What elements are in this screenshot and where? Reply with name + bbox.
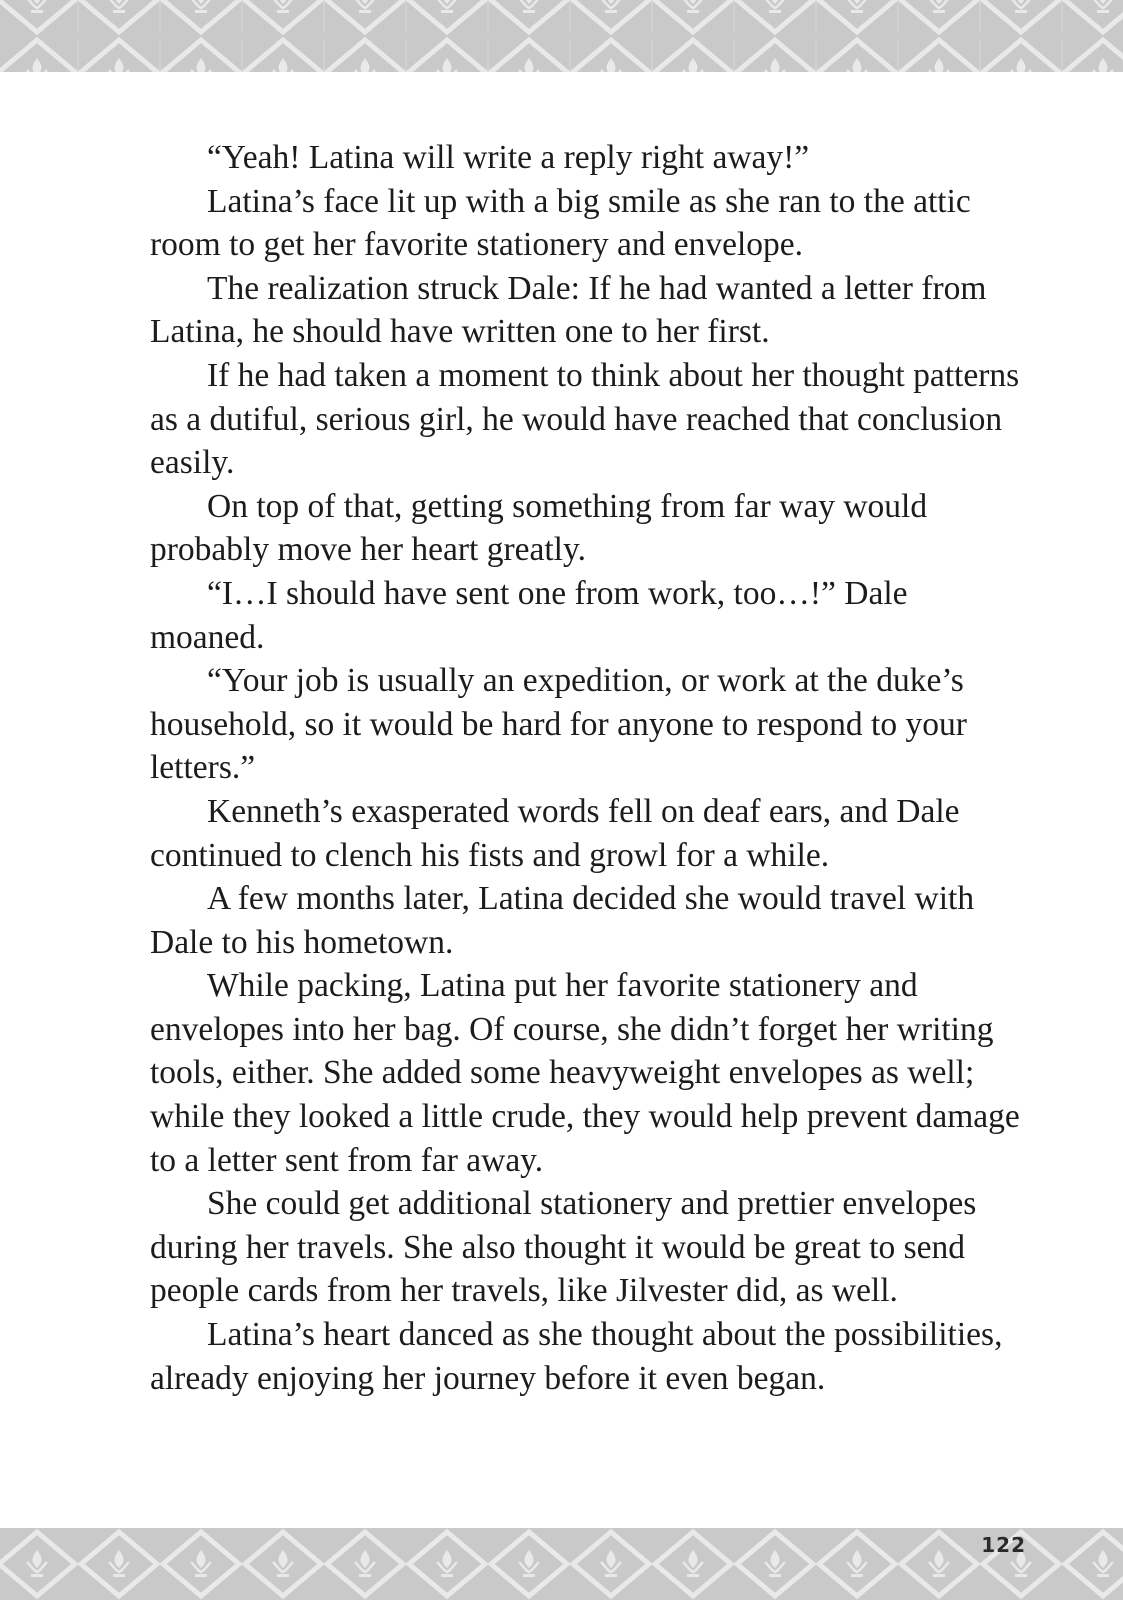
- paragraph: “I…I should have sent one from work, too…!” Dale moaned.: [150, 574, 908, 656]
- paragraph: If he had taken a moment to think about her thought patterns as a dutiful, serious girl, he would have reached that conclusion easily.: [150, 356, 1020, 482]
- paragraph: Latina’s heart danced as she thought about the possibilities, already enjoying her journey before it even began.: [150, 1316, 1003, 1397]
- paragraph: While packing, Latina put her favorite stationery and envelopes into her bag. Of course, she didn’t forget her writing tools, either. She added some heavyweight envelopes as well; while they looked a little crude, they would help prevent damage to a letter sent from far away.: [150, 967, 1020, 1179]
- top-decorative-band: [0, 0, 1123, 72]
- paragraph: She could get additional stationery and prettier envelopes during her travels. She also thought it would be great to send people cards from her travels, like Jilvester did, as well.: [150, 1185, 977, 1310]
- bottom-decorative-band: [0, 1528, 1123, 1600]
- paragraph: “Your job is usually an expedition, or work at the duke’s household, so it would be hard for anyone to respond to your letters.”: [150, 662, 967, 787]
- paragraph: Latina’s face lit up with a big smile as she ran to the attic room to get her favorite stationery and envelope.: [150, 182, 971, 264]
- paragraph: A few months later, Latina decided she would travel with Dale to his hometown.: [150, 880, 975, 961]
- paragraph: Kenneth’s exasperated words fell on deaf ears, and Dale continued to clench his fists and growl for a while.: [150, 792, 960, 874]
- body-text: [150, 136, 1030, 1400]
- paragraph: The realization struck Dale: If he had wanted a letter from Latina, he should have written one to her first.: [150, 269, 987, 351]
- page-number: 122: [981, 1533, 1026, 1557]
- paragraph: On top of that, getting something from far way would probably move her heart greatly.: [150, 487, 928, 569]
- paragraph: “Yeah! Latina will write a reply right away!”: [207, 139, 810, 176]
